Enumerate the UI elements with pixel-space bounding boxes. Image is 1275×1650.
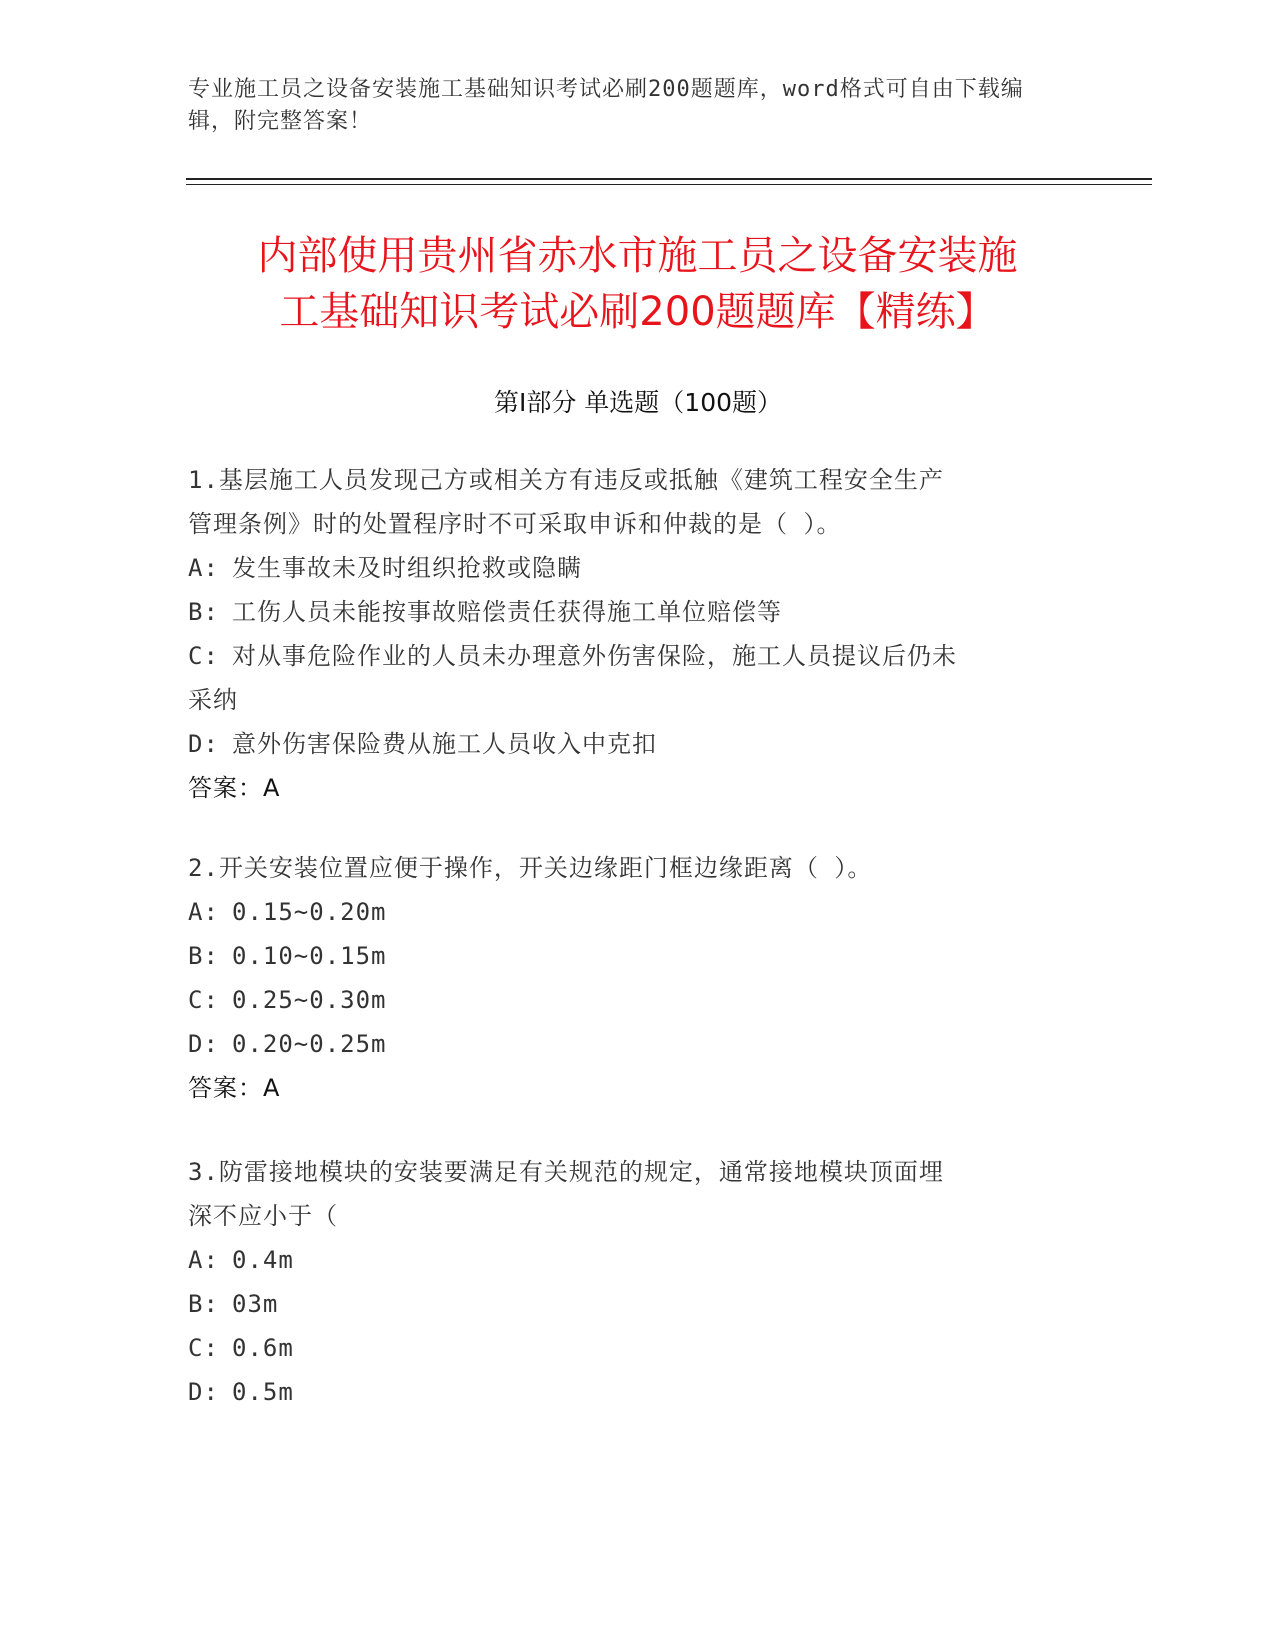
- option-c: [188, 634, 1088, 678]
- option-letter: C:: [188, 986, 219, 1014]
- option-a: [188, 1238, 1088, 1282]
- option-letter: A:: [188, 554, 219, 582]
- option-text: 0.15~0.20m: [232, 898, 387, 926]
- question-1: [188, 458, 1088, 810]
- option-text: 0.4m: [232, 1246, 294, 1274]
- question-3: [188, 1150, 1088, 1414]
- option-text: 意外伤害保险费从施工人员收入中克扣: [232, 730, 657, 758]
- option-text: 0.10~0.15m: [232, 942, 387, 970]
- option-text: 对从事危险作业的人员未办理意外伤害保险，施工人员提议后仍未: [232, 642, 957, 670]
- question-stem-line: 2.开关安装位置应便于操作，开关边缘距门框边缘距离（ ）。: [188, 854, 873, 882]
- title-line-1: 内部使用贵州省赤水市施工员之设备安装施: [257, 233, 1018, 279]
- option-letter: A:: [188, 898, 219, 926]
- option-text: 0.20~0.25m: [232, 1030, 387, 1058]
- option-letter: D:: [188, 1030, 219, 1058]
- option-d: [188, 1370, 1088, 1414]
- option-c: [188, 1326, 1088, 1370]
- answer-line: 答案：A: [188, 1074, 281, 1102]
- option-text: 0.25~0.30m: [232, 986, 387, 1014]
- option-letter: B:: [188, 1290, 219, 1318]
- question-stem-line: 管理条例》时的处置程序时不可采取申诉和仲裁的是（ ）。: [188, 510, 842, 538]
- option-letter: D:: [188, 1378, 219, 1406]
- option-text: 03m: [232, 1290, 279, 1318]
- header-rule-thick: [186, 178, 1152, 180]
- option-a: [188, 546, 1088, 590]
- option-letter: A:: [188, 1246, 219, 1274]
- document-title: [150, 228, 1125, 340]
- option-b: [188, 934, 1088, 978]
- option-letter: B:: [188, 942, 219, 970]
- option-a: [188, 890, 1088, 934]
- header-rule-thin: [186, 184, 1152, 185]
- option-text: 0.5m: [232, 1378, 294, 1406]
- option-c: [188, 978, 1088, 1022]
- option-d: [188, 722, 1088, 766]
- option-b: [188, 1282, 1088, 1326]
- question-stem-line: 深不应小于（: [188, 1202, 338, 1230]
- question-2: [188, 846, 1088, 1110]
- option-letter: C:: [188, 642, 219, 670]
- answer-line: 答案：A: [188, 774, 281, 802]
- option-letter: B:: [188, 598, 219, 626]
- question-stem-line: 3.防雷接地模块的安装要满足有关规范的规定，通常接地模块顶面埋: [188, 1158, 944, 1186]
- header-note: 专业施工员之设备安装施工基础知识考试必刷200题题库，word格式可自由下载编辑，附完整答案！: [188, 77, 1024, 134]
- option-text: 发生事故未及时组织抢救或隐瞒: [232, 554, 582, 582]
- option-letter: C:: [188, 1334, 219, 1362]
- section-title: 第Ⅰ部分 单选题（100题）: [493, 388, 783, 417]
- question-stem-line: 1.基层施工人员发现己方或相关方有违反或抵触《建筑工程安全生产: [188, 466, 944, 494]
- option-text: 工伤人员未能按事故赔偿责任获得施工单位赔偿等: [232, 598, 782, 626]
- option-b: [188, 590, 1088, 634]
- option-letter: D:: [188, 730, 219, 758]
- option-text: 0.6m: [232, 1334, 294, 1362]
- title-line-2: 工基础知识考试必刷200题题库【精练】: [279, 289, 996, 335]
- option-d: [188, 1022, 1088, 1066]
- option-c-continuation: 采纳: [188, 686, 238, 714]
